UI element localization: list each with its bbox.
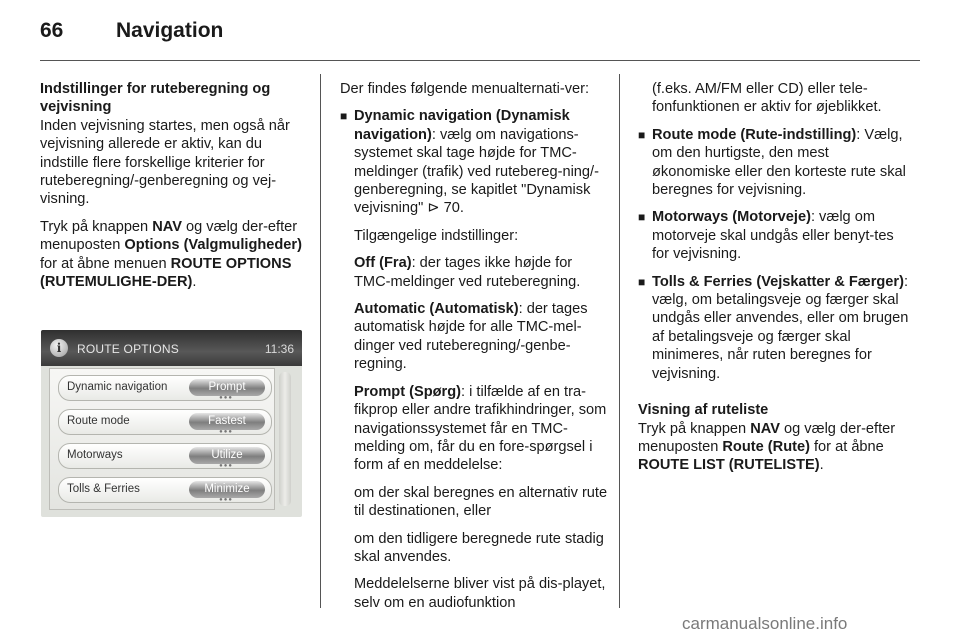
route-options-screen xyxy=(41,330,302,517)
option-value-button[interactable]: Prompt xyxy=(189,379,265,396)
option-value-button[interactable]: Fastest xyxy=(189,413,265,430)
setting-prompt: Prompt (Spørg): i tilfælde af en tra-fikprop eller andre trafikhindringer, som navigationssystemet får en TMC-melding om, får du en fore-spørgsel i form af en meddelelse: xyxy=(354,383,607,474)
page-number: 66 xyxy=(40,19,64,42)
option-value-button[interactable]: Minimize xyxy=(189,481,265,498)
page-ref: ⊳ 70. xyxy=(423,200,464,217)
right-column xyxy=(638,80,910,484)
watermark-text: carmanualsonline.info xyxy=(682,614,848,633)
bullet-dynamic-navigation: ■ Dynamic navigation (Dynamisk navigation): vælg om navigations-systemet skal tage højde for TMC-meldinger (trafik) ved rutebereg-ning/-genberegning, se kapitlet "Dynamisk vejvisning" ⊳ 70. xyxy=(340,108,599,217)
option-dots-icon: ●●● xyxy=(219,429,233,435)
scrollbar[interactable] xyxy=(279,372,291,506)
left-column xyxy=(40,80,306,300)
left-instruction: Tryk på knappen NAV og vælg der-efter menuposten Options (Valgmuligheder) for at åbne menuen ROUTE OPTIONS (RUTEMULIGHE-DER). xyxy=(40,218,302,291)
screen-title-bar xyxy=(41,330,302,366)
route-list-heading: Visning af ruteliste xyxy=(638,402,769,419)
setting-automatic: Automatic (Automatisk): der tages automatisk højde for alle TMC-mel-dinger ved ruteberegning/-genbe-regning. xyxy=(354,301,588,373)
option-dots-icon: ●●● xyxy=(219,497,233,503)
option-dots-icon: ●●● xyxy=(219,395,233,401)
page-header xyxy=(0,0,960,62)
option-label: Tolls & Ferries xyxy=(67,483,140,495)
option-label: Motorways xyxy=(67,449,123,461)
left-heading: Indstillinger for ruteberegning og vejvisning xyxy=(40,81,271,116)
option-label: Route mode xyxy=(67,415,130,427)
column-divider-left xyxy=(320,74,321,608)
available-settings-label: Tilgængelige indstillinger: xyxy=(354,227,519,244)
continued-text: (f.eks. AM/FM eller CD) eller tele-fonfunktionen er aktiv for øjeblikket. xyxy=(652,81,882,116)
bullet-tolls-ferries: ■ Tolls & Ferries (Vejskatter & Færger): vælg, om betalingsveje og færger skal undgås eller anvendes, eller om brugen af betalingsveje og færger skal minimeres, når ruten beregnes for vejvisning. xyxy=(638,273,909,382)
dynamic-options xyxy=(340,227,608,612)
bullet-square-icon: ■ xyxy=(340,109,348,124)
option-row-route-mode[interactable] xyxy=(58,409,272,435)
prompt-previous: om den tidligere beregnede rute stadig skal anvendes. xyxy=(354,530,604,565)
bullet-square-icon: ■ xyxy=(638,127,646,142)
info-icon: i xyxy=(50,339,68,357)
option-row-motorways[interactable] xyxy=(58,443,272,469)
option-label: Dynamic navigation xyxy=(67,381,168,393)
option-row-dynamic-navigation[interactable] xyxy=(58,375,272,401)
bullet-route-mode: ■ Route mode (Rute-indstilling): Vælg, om den hurtigste, den mest økonomiske eller den korteste rute skal beregnes for vejvisning. xyxy=(638,126,906,199)
middle-intro: Der findes følgende menualternati-ver: xyxy=(340,81,590,97)
prompt-message: Meddelelserne bliver vist på dis-playet, selv om en audiofunktion xyxy=(354,576,606,611)
screen-clock: 11:36 xyxy=(264,342,294,356)
route-list-instruction: Tryk på knappen NAV og vælg der-efter menuposten Route (Rute) for at åbne ROUTE LIST (RUTELISTE). xyxy=(638,420,896,474)
bullet-square-icon: ■ xyxy=(638,274,646,289)
section-title: Navigation xyxy=(116,19,224,42)
option-row-tolls-ferries[interactable] xyxy=(58,477,272,503)
bullet-square-icon: ■ xyxy=(638,210,646,225)
middle-column xyxy=(340,80,608,621)
left-intro: Inden vejvisning startes, men også når vejvisning allerede er aktiv, kan du indstille flere forskellige kriterier for ruteberegning/-genberegning og vej-visning. xyxy=(40,117,290,208)
bullet-motorways: ■ Motorways (Motorveje): vælg om motorveje skal undgås eller benyt-tes for vejvisning. xyxy=(638,209,894,263)
prompt-alternative: om der skal beregnes en alternativ rute til destinationen, eller xyxy=(354,484,608,520)
screen-title: ROUTE OPTIONS xyxy=(77,342,179,356)
option-value-button[interactable]: Utilize xyxy=(189,447,265,464)
option-dots-icon: ●●● xyxy=(219,463,233,469)
options-panel xyxy=(49,368,275,510)
setting-off: Off (Fra): der tages ikke højde for TMC-meldinger ved ruteberegning. xyxy=(354,255,581,290)
column-divider-right xyxy=(619,74,620,608)
header-rule xyxy=(40,60,920,61)
